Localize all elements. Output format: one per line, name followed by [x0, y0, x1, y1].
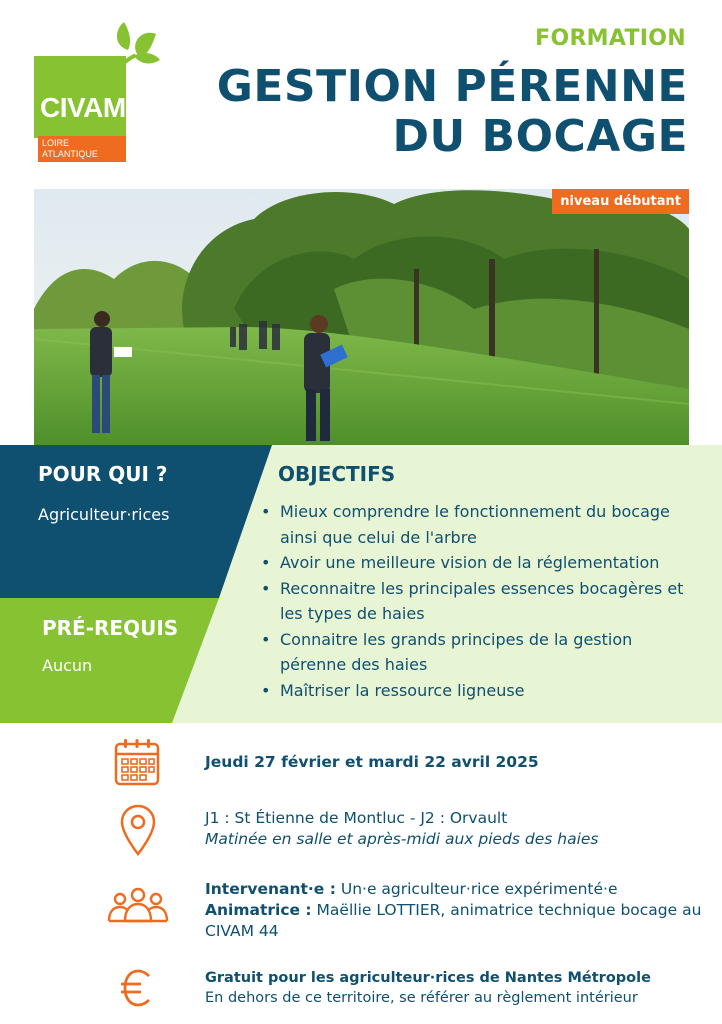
objectifs-list — [258, 499, 698, 703]
intervenant-line: Intervenant·e : Un·e agriculteur·rice expérimenté·e — [205, 880, 618, 898]
pre-requis-text: Aucun — [42, 656, 93, 675]
price-line-1: Gratuit pour les agriculteur·rices de Nantes Métropole — [205, 970, 651, 986]
location-text — [205, 808, 705, 850]
logo-region-line1: LOIRE — [42, 138, 70, 148]
price-text — [205, 968, 705, 1008]
people-group-icon — [106, 887, 170, 923]
logo-region-line2: ATLANTIQUE — [42, 149, 98, 159]
formation-kicker: FORMATION — [535, 26, 686, 51]
objectif-item: • Reconnaitre les principales essences bocagères et les types de haies — [258, 576, 698, 627]
field-photo — [34, 189, 689, 445]
objectif-item: • Avoir une meilleure vision de la réglementation — [258, 550, 698, 576]
date-text: Jeudi 27 février et mardi 22 avril 2025 — [205, 753, 539, 771]
location-line-1: J1 : St Étienne de Montluc - J2 : Orvault — [205, 809, 508, 827]
pour-qui-text: Agriculteur·rices — [38, 505, 170, 524]
animatrice-line: Animatrice : Maëllie LOTTIER, animatrice technique bocage au CIVAM 44 — [205, 901, 702, 940]
civam-logo — [34, 22, 160, 164]
objectifs-title: OBJECTIFS — [278, 462, 396, 486]
objectif-item: • Connaitre les grands principes de la gestion pérenne des haies — [258, 627, 698, 678]
price-line-2: En dehors de ce territoire, se référer au règlement intérieur — [205, 990, 638, 1006]
logo-name: CIVAM — [40, 92, 126, 123]
speakers-text — [205, 879, 705, 942]
pre-requis-title: PRÉ-REQUIS — [42, 616, 179, 640]
page-title — [217, 62, 688, 162]
title-line-2: DU BOCAGE — [392, 111, 688, 162]
title-line-1: GESTION PÉRENNE — [216, 61, 688, 112]
location-pin-icon — [119, 804, 157, 856]
objectif-item: • Maîtriser la ressource ligneuse — [258, 678, 698, 704]
calendar-icon — [113, 737, 161, 787]
level-badge: niveau débutant — [552, 189, 689, 214]
location-line-2: Matinée en salle et après-midi aux pieds des haies — [205, 830, 599, 848]
objectif-item: • Mieux comprendre le fonctionnement du bocage ainsi que celui de l'arbre — [258, 499, 698, 550]
euro-icon — [119, 968, 155, 1008]
pour-qui-title: POUR QUI ? — [38, 462, 168, 486]
logo-region — [38, 136, 126, 162]
